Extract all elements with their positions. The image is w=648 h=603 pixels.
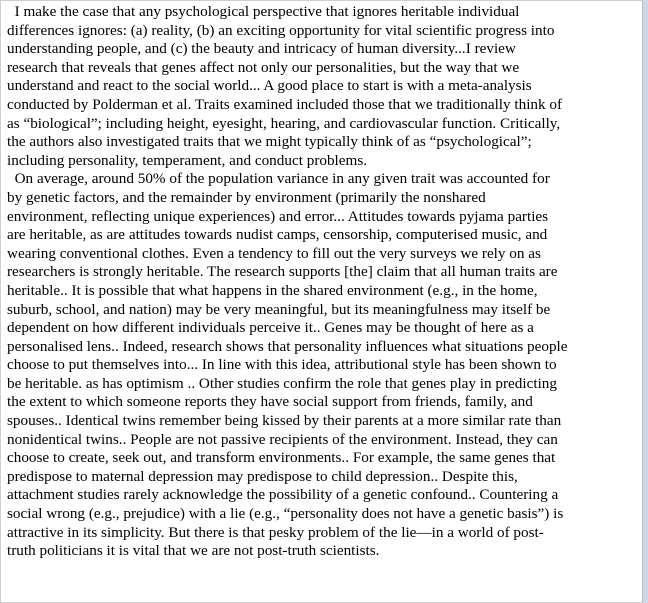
text-line: choose to create, seek out, and transform environments.. For example, the same genes that — [7, 449, 556, 467]
text-line: by genetic factors, and the remainder by environment (primarily the nonshared — [7, 188, 486, 206]
text-line: On average, around 50% of the population variance in any given trait was accounted for — [7, 170, 550, 188]
text-line: the extent to which someone reports they have social support from friends, family, and — [7, 393, 533, 411]
text-line: truth politicians it is vital that we are not post-truth scientists. — [7, 542, 380, 560]
text-line: are heritable, as are attitudes towards nudist camps, censorship, computerised music, and — [7, 226, 548, 244]
text-line: attractive in its simplicity. But there is that pesky problem of the lie—in a world of post- — [7, 523, 544, 541]
text-line: nonidentical twins.. People are not passive recipients of the environment. Instead, they can — [7, 430, 558, 448]
window-edge — [643, 0, 648, 603]
text-line: social wrong (e.g., prejudice) with a lie (e.g., “personality does not have a genetic basis”) is — [7, 505, 564, 523]
text-line: conducted by Polderman et al. Traits examined included those that we traditionally think of — [7, 95, 563, 113]
text-line: I make the case that any psychological perspective that ignores heritable individual — [7, 3, 520, 20]
document-text — [1, 1, 642, 561]
text-line: heritable.. It is possible that what happens in the shared environment (e.g., in the home, — [7, 281, 538, 299]
text-line: personalised lens.. Indeed, research shows that personality influences what situations people — [7, 337, 568, 355]
text-line: attachment studies rarely acknowledge the possibility of a genetic confound.. Countering a — [7, 486, 559, 504]
text-line: including personality, temperament, and conduct problems. — [7, 151, 368, 169]
text-line: suburb, school, and nation) may be very meaningful, but its meaningfulness may itself be — [7, 300, 551, 318]
text-line: be heritable. as has optimism .. Other studies confirm the role that genes play in predicting — [7, 374, 557, 392]
text-line: the authors also investigated traits that we might typically think of as “psychological”; — [7, 133, 532, 151]
text-line: environment, reflecting unique experiences) and error... Attitudes towards pyjama parties — [7, 207, 549, 225]
text-line: choose to put themselves into... In line with this idea, attributional style has been shown to — [7, 356, 557, 374]
text-line: wearing conventional clothes. Even a tendency to fill out the very surveys we rely on as — [7, 244, 541, 262]
text-line: understand and react to the social world... A good place to start is with a meta-analysis — [7, 77, 532, 95]
text-line: as “biological”; including height, eyesight, hearing, and cardiovascular function. Critically, — [7, 114, 561, 132]
text-line: understanding people, and (c) the beauty and intricacy of human diversity...I review — [7, 40, 516, 58]
text-line: dependent on how different individuals perceive it.. Genes may be thought of here as a — [7, 319, 534, 337]
text-line: differences ignores: (a) reality, (b) an exciting opportunity for vital scientific progress into — [7, 21, 555, 39]
text-line: predispose to maternal depression may predispose to child depression.. Despite this, — [7, 467, 518, 485]
text-line: spouses.. Identical twins remember being kissed by their parents at a more similar rate than — [7, 412, 562, 430]
text-line: research that reveals that genes affect not only our personalities, but the way that we — [7, 58, 520, 76]
text-line: researchers is strongly heritable. The research supports [the] claim that all human traits are — [7, 263, 558, 281]
